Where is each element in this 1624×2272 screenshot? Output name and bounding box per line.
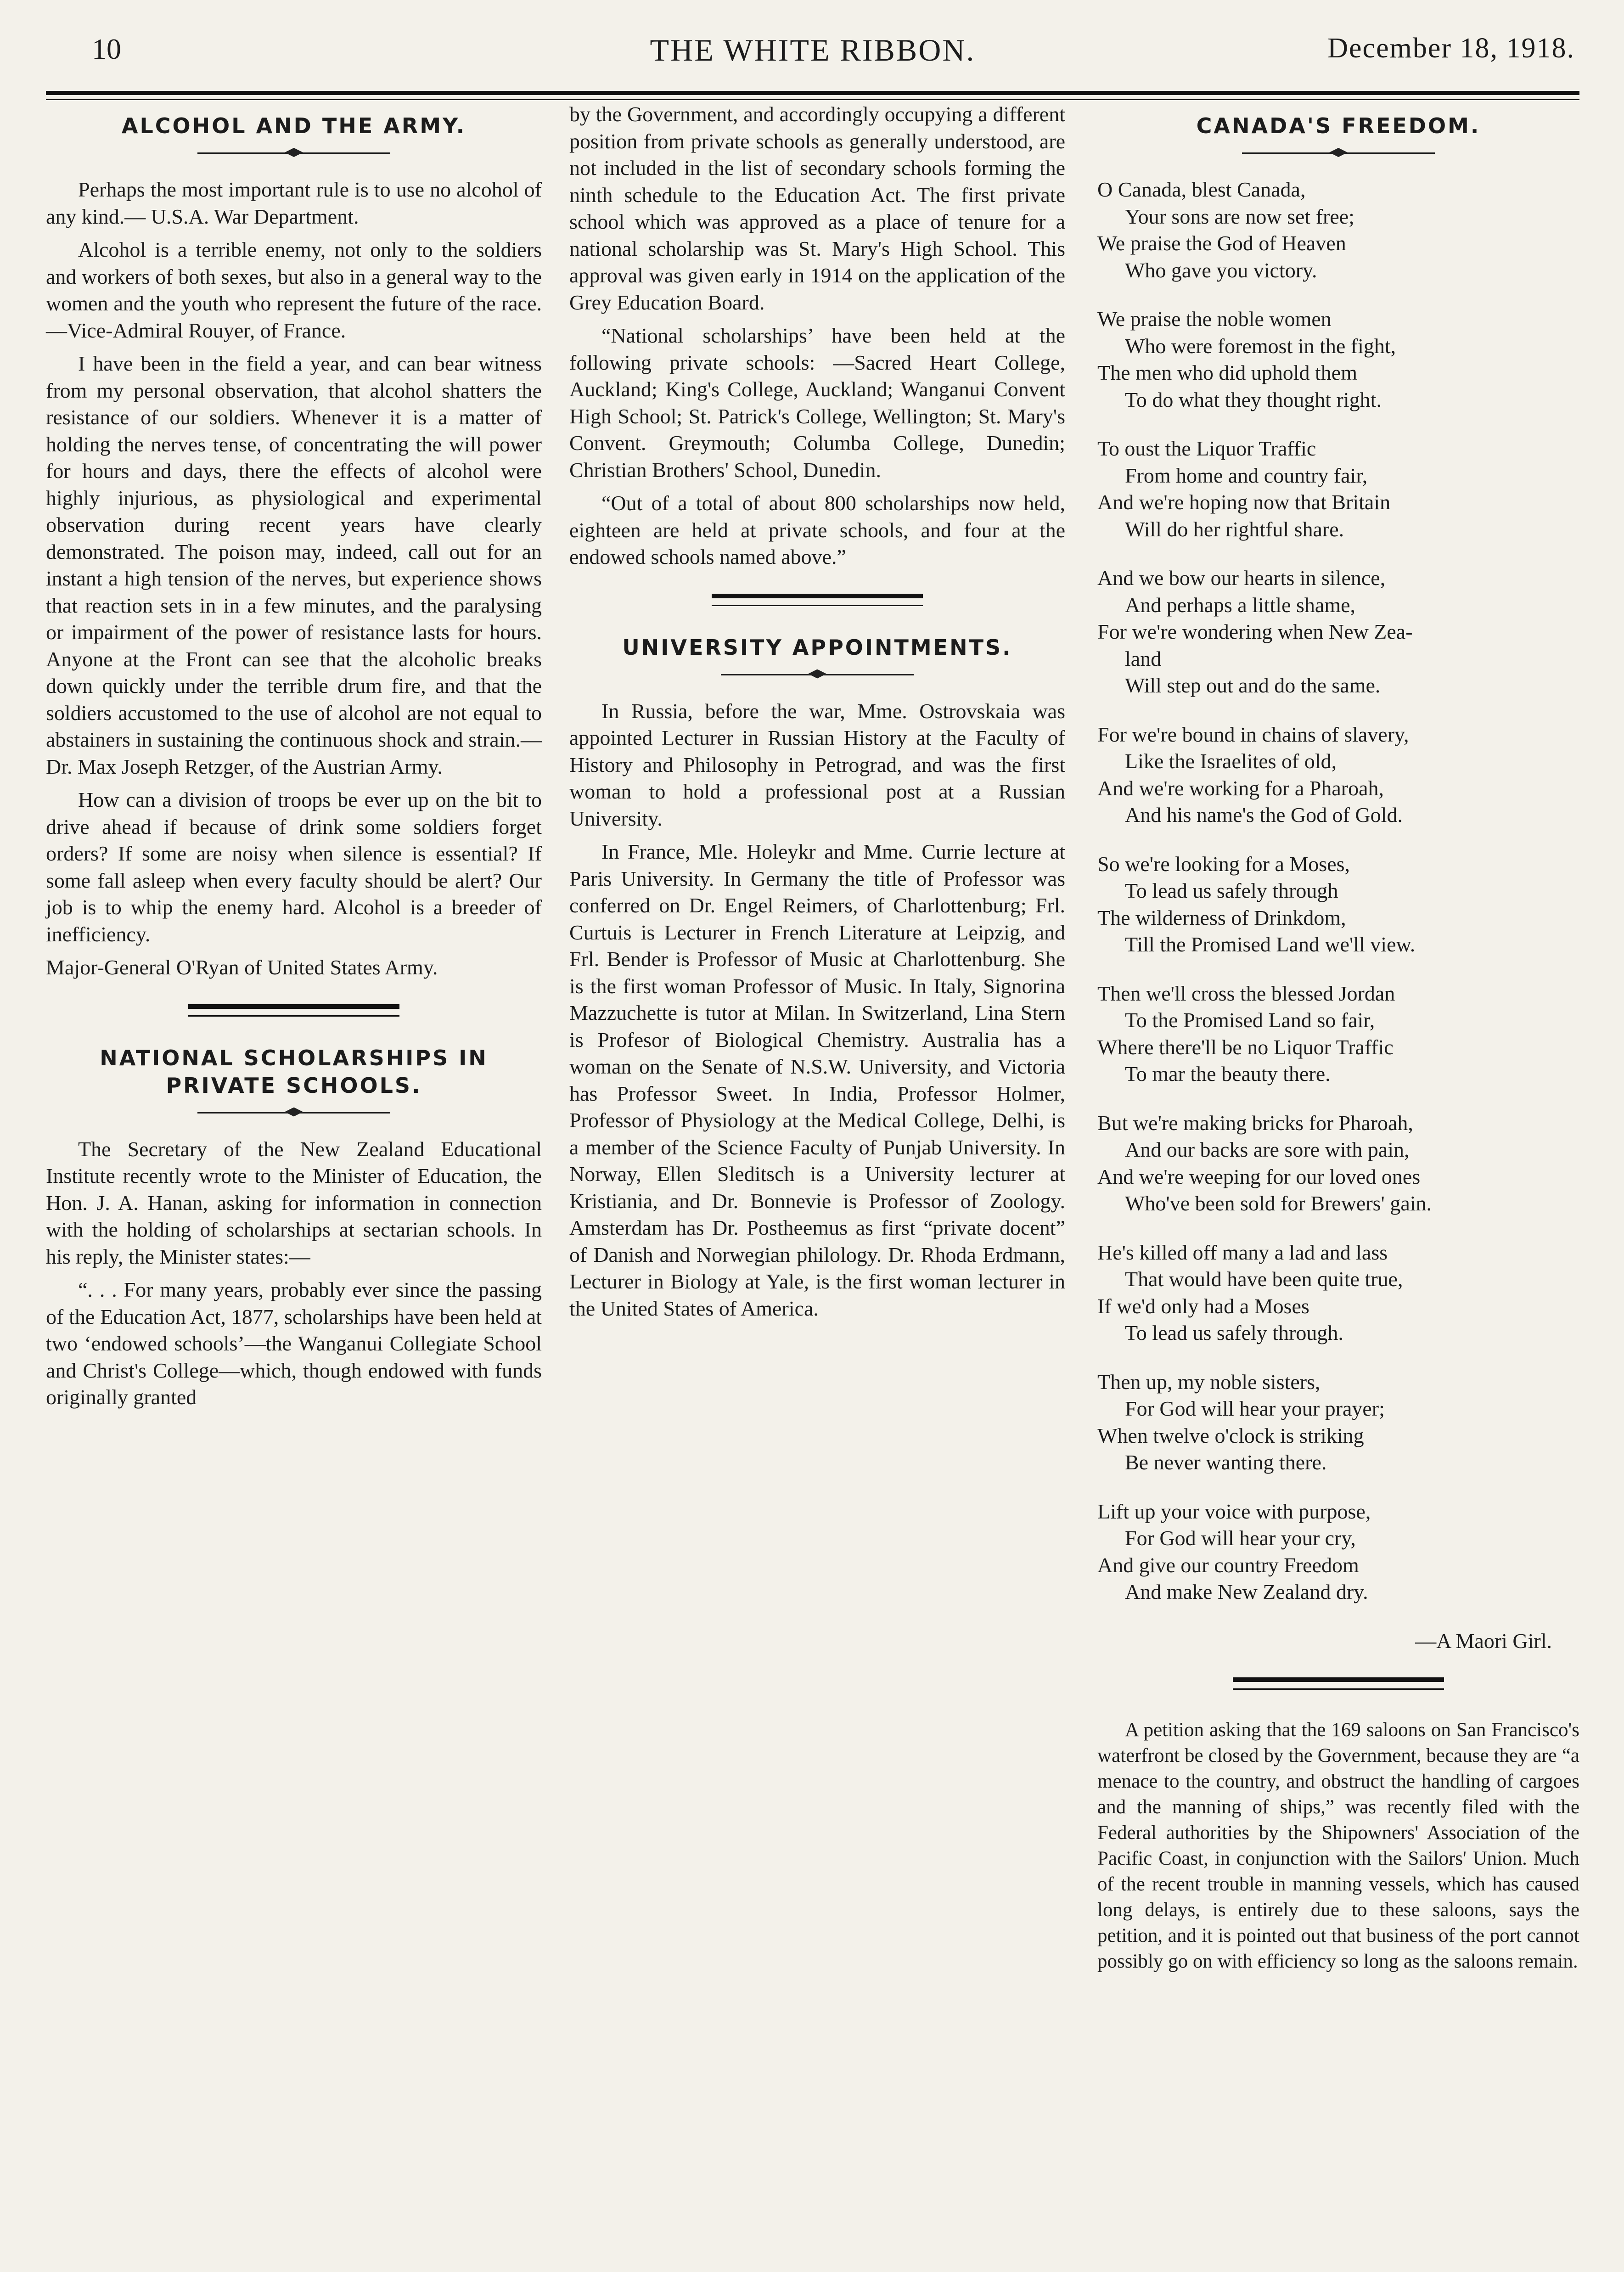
paragraph: Alcohol is a terrible enemy, not only to the soldiers and workers of both sexes, but also in a general way to the women and the youth who represent the future of the race.—Vice-Admiral Rouyer, of France. [46, 238, 542, 342]
poem-stanza [1097, 306, 1579, 413]
poem-line: And make New Zealand dry. [1125, 1580, 1368, 1603]
poem-line: The wilderness of Drinkdom, [1097, 905, 1346, 929]
paragraph: “Out of a total of about 800 scholarships now held, eighteen are held at private schools, and four at the endowed schools named above.” [569, 491, 1065, 568]
poem-line: Your sons are now set free; [1125, 204, 1354, 228]
poem-line: For God will hear your cry, [1125, 1526, 1356, 1550]
article-heading-university-appointments: UNIVERSITY APPOINTMENTS. [622, 635, 1012, 660]
paragraph: The Secretary of the New Zealand Educational Institute recently wrote to the Minister of Education, the Hon. J. A. Hanan, asking for information in connection with the holding of scholarships at sectarian schools. In his reply, the Minister states:— [46, 1137, 542, 1268]
section-separator [712, 594, 923, 606]
poem-line: And we bow our hearts in silence, [1097, 566, 1386, 590]
paragraph: In France, Mle. Holeykr and Mme. Currie lecture at Paris University. In Germany the title of Professor was conferred on Dr. Engel Reimers, of Charlottenburg; Frl. Curtuis is Lecturer in French Literature at Leipzig, and Frl. Bender is Professor of Music at Charlottenburg. She is the first woman Professor of Music. In Italy, Signorina Mazzuchette is tutor at Milan. In Switzerland, Lina Stern is Profesor of Biological Chemistry. Australia has a woman on the Senate of N.S.W. University, and Victoria has Professor Sweet. In India, Professor Holmer, Professor of Physiology at the Medical College, Delhi, is a member of the Science Faculty of Punjab University. In Norway, Ellen Sleditsch is a University lecturer at Kristiania, and Dr. Bonnevie is Professor of Zoology. Amsterdam has Dr. Postheemus as first “private docent” of Danish and Norwegian philology. Dr. Rhoda Erdmann, Lecturer in Biology at Yale, is the first woman lecturer in the United States of America. [569, 840, 1065, 1320]
header-rule [46, 91, 1579, 100]
poem-line: But we're making bricks for Pharoah, [1097, 1111, 1413, 1135]
poem-line: For we're wondering when New Zea- [1097, 620, 1413, 643]
paragraph: How can a division of troops be ever up on the bit to drive ahead if because of drink some soldiers forget orders? If some are noisy when silence is essential? If some fall asleep when every faculty should be alert? Our job is to whip the enemy hard. Alcohol is a breeder of inefficiency. [46, 788, 542, 946]
poem-line: To the Promised Land so fair, [1125, 1008, 1375, 1032]
poem-stanza [1097, 176, 1579, 284]
poem-line: From home and country fair, [1125, 463, 1368, 487]
poem-line: We praise the noble women [1097, 307, 1332, 331]
section-separator [1233, 1677, 1444, 1690]
page-header [46, 28, 1579, 73]
publication-title: THE WHITE RIBBON. [650, 33, 976, 67]
page-number: 10 [92, 33, 121, 65]
issue-date: December 18, 1918. [1327, 33, 1575, 64]
column-3 [1097, 101, 1579, 1981]
poem-stanza [1097, 851, 1579, 958]
paragraph: In Russia, before the war, Mme. Ostrovskaia was appointed Lecturer in Russian History at the Faculty of History and Philosophy in Petrograd, and was the first woman to hold a professional post at a Russian University. [569, 699, 1065, 830]
poem-line: That would have been quite true, [1125, 1267, 1403, 1291]
ornament-divider [1242, 144, 1435, 163]
column-2 [569, 101, 1065, 1328]
poem-line: For we're bound in chains of slavery, [1097, 722, 1409, 746]
ornament-divider [197, 144, 390, 163]
poem-line: Be never wanting there. [1125, 1451, 1327, 1474]
poem [1097, 176, 1579, 1606]
poem-line: Who gave you victory. [1125, 258, 1317, 282]
poem-line: And perhaps a little shame, [1125, 593, 1356, 617]
paragraph: “. . . For many years, probably ever since the passing of the Education Act, 1877, scholarships have been held at two ‘endowed schools’—the Wanganui Collegiate School and Christ's College—which, though endowed with funds originally granted [46, 1278, 542, 1409]
poem-line: Like the Israelites of old, [1125, 749, 1337, 773]
poem-line: We praise the God of Heaven [1097, 231, 1346, 255]
ornament-divider [721, 666, 914, 684]
poem-stanza [1097, 1498, 1579, 1606]
paragraph: “National scholarships’ have been held at the following private schools: —Sacred Heart College, Auckland; King's College, Auckland; Wanganui Convent High School; St. Patrick's College, Wellington; St. Mary's Convent. Greymouth; Columba College, Dunedin; Christian Brothers' School, Dunedin. [569, 324, 1065, 482]
signature-line: Major-General O'Ryan of United States Army. [46, 956, 438, 979]
poem-line: And our backs are sore with pain, [1125, 1138, 1410, 1161]
poem-stanza [1097, 435, 1579, 543]
poem-line: And give our country Freedom [1097, 1553, 1359, 1577]
poem-stanza [1097, 980, 1579, 1088]
poem-line: He's killed off many a lad and lass [1097, 1240, 1388, 1264]
poem-line: The men who did uphold them [1097, 361, 1357, 384]
paragraph: by the Government, and accordingly occupying a different position from private schools as generally understood, are not included in the list of secondary schools forming the ninth schedule to the Education Act. The first private school which was approved as a place of tenure for a national scholarship was St. Mary's High School. This approval was given early in 1914 on the application of the Grey Education Board. [569, 102, 1065, 314]
poem-line: To oust the Liquor Traffic [1097, 437, 1316, 460]
poem-stanza [1097, 565, 1579, 699]
poem-line: Then we'll cross the blessed Jordan [1097, 981, 1395, 1005]
poem-stanza [1097, 721, 1579, 829]
poem-line: And his name's the God of Gold. [1125, 803, 1403, 827]
poem-line: When twelve o'clock is striking [1097, 1423, 1364, 1447]
article-heading-national-scholarships: NATIONAL SCHOLARSHIPS IN PRIVATE SCHOOLS. [100, 1045, 488, 1098]
poem-line: Where there'll be no Liquor Traffic [1097, 1035, 1394, 1059]
poem-line: And we're weeping for our loved ones [1097, 1164, 1421, 1188]
poem-line: Lift up your voice with purpose, [1097, 1499, 1371, 1523]
poem-line: To lead us safely through [1125, 879, 1338, 902]
poem-line: For God will hear your prayer; [1125, 1397, 1385, 1420]
poem-line: And we're hoping now that Britain [1097, 490, 1391, 514]
poem-stanza [1097, 1110, 1579, 1217]
poem-signature: —A Maori Girl. [1415, 1629, 1552, 1653]
poem-line: To lead us safely through. [1125, 1321, 1343, 1344]
article-heading-alcohol-army: ALCOHOL AND THE ARMY. [121, 113, 466, 138]
ornament-divider [197, 1104, 390, 1122]
poem-line: Who were foremost in the fight, [1125, 334, 1396, 358]
poem-line: So we're looking for a Moses, [1097, 852, 1350, 876]
poem-line: Will step out and do the same. [1125, 674, 1381, 697]
paragraph: A petition asking that the 169 saloons on San Francisco's waterfront be closed by the Government, because they are “a menace to the country, and obstruct the handling of cargoes and the manning of ships,” was recently filed with the Federal authorities by the Shipowners' Association of the Pacific Coast, in conjunction with the Sailors' Union. Much of the recent trouble in manning vessels, which has caused long delays, is entirely due to these saloons, says the petition, and it is pointed out that business of the port cannot possibly go on with efficiency so long as the saloons remain. [1097, 1719, 1579, 1972]
poem-stanza [1097, 1369, 1579, 1476]
poem-line: Till the Promised Land we'll view. [1125, 933, 1416, 956]
poem-stanza [1097, 1239, 1579, 1347]
poem-line: Who've been sold for Brewers' gain. [1125, 1192, 1432, 1215]
poem-line: Will do her rightful share. [1125, 517, 1344, 541]
poem-line: If we'd only had a Moses [1097, 1294, 1309, 1318]
poem-line: Then up, my noble sisters, [1097, 1370, 1321, 1394]
poem-line: To mar the beauty there. [1125, 1062, 1331, 1085]
section-separator [188, 1004, 399, 1017]
column-1 [46, 101, 542, 1417]
poem-line: O Canada, blest Canada, [1097, 178, 1306, 201]
poem-line: To do what they thought right. [1125, 388, 1382, 411]
article-heading-canadas-freedom: CANADA'S FREEDOM. [1196, 113, 1481, 138]
poem-line: And we're working for a Pharoah, [1097, 776, 1384, 800]
paragraph: Perhaps the most important rule is to use no alcohol of any kind.— U.S.A. War Department. [46, 178, 542, 228]
paragraph: I have been in the field a year, and can bear witness from my personal observation, that alcohol shatters the resistance of our soldiers. Whenever it is a matter of holding the nerves tense, of concentrating the will power for hours and days, there the effects of alcohol were highly injurious, as physiological and experimental observation during recent years have clearly demonstrated. The poison may, indeed, call out for an instant a high tension of the nerves, but experience shows that reaction sets in in a few minutes, and the paralysing or impairment of the power of resistance lasts for hours. Anyone at the Front can see that the alcoholic breaks down quickly under the terrible drum fire, and that the soldiers accustomed to the use of alcohol are not equal to abstainers in sustaining the continuous shock and strain.—Dr. Max Joseph Retzger, of the Austrian Army. [46, 352, 542, 778]
poem-line: land [1125, 647, 1162, 670]
